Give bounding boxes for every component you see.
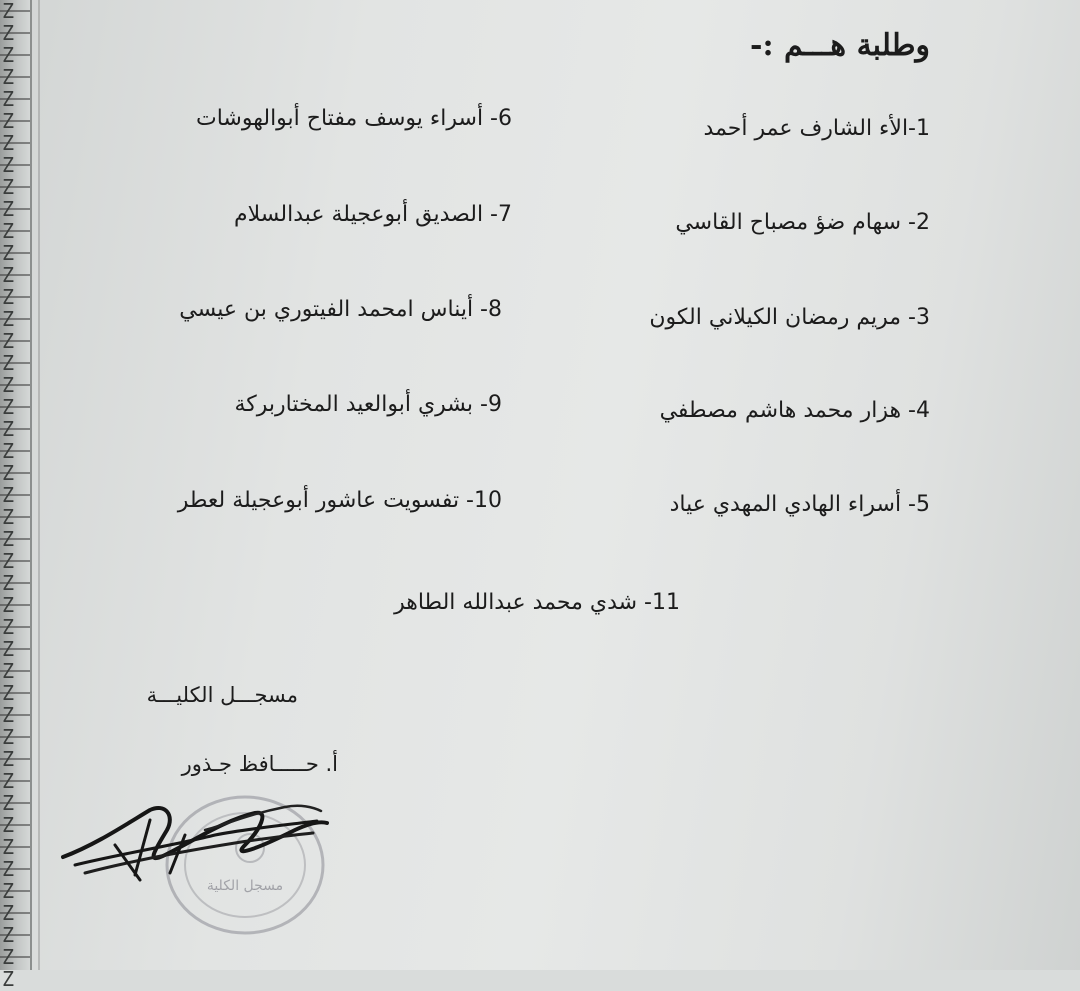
student-item-2: 2- سهام ضؤ مصباح القاسي	[675, 210, 930, 235]
student-item-6: 6- أسراء يوسف مفتاح أبوالهوشات	[196, 106, 512, 131]
handwritten-signature	[55, 785, 335, 895]
page-heading: وطلبة هـــم :-	[750, 28, 930, 63]
student-item-4: 4- هزار محمد هاشم مصطفي	[659, 398, 930, 423]
binding-marks: Z Z Z Z Z Z Z Z Z Z Z Z Z Z Z Z Z Z Z Z Z Z Z Z Z Z Z Z Z Z Z Z Z Z Z Z Z Z Z Z Z Z Z Z Z	[2, 0, 15, 991]
student-item-11: 11- شدي محمد عبدالله الطاهر	[394, 590, 680, 615]
student-item-1: 1-الأء الشارف عمر أحمد	[703, 116, 930, 141]
stamp-text: مسجل الكلية	[206, 878, 284, 894]
student-item-7: 7- الصديق أبوعجيلة عبدالسلام	[234, 202, 512, 227]
student-item-10: 10- تفسويت عاشور أبوعجيلة لعطر	[177, 488, 502, 513]
signatory-name: أ. حـــــافظ جـذور	[181, 752, 338, 776]
signatory-title: مسجـــل الكليـــة	[146, 683, 298, 707]
student-item-5: 5- أسراء الهادي المهدي عياد	[669, 492, 930, 517]
student-item-9: 9- بشري أبوالعيد المختاربركة	[234, 392, 502, 417]
binding-strip	[0, 0, 32, 991]
paper-edge	[38, 0, 40, 970]
student-item-8: 8- أيناس امحمد الفيتوري بن عيسي	[179, 297, 502, 322]
student-item-3: 3- مريم رمضان الكيلاني الكون	[649, 305, 930, 330]
